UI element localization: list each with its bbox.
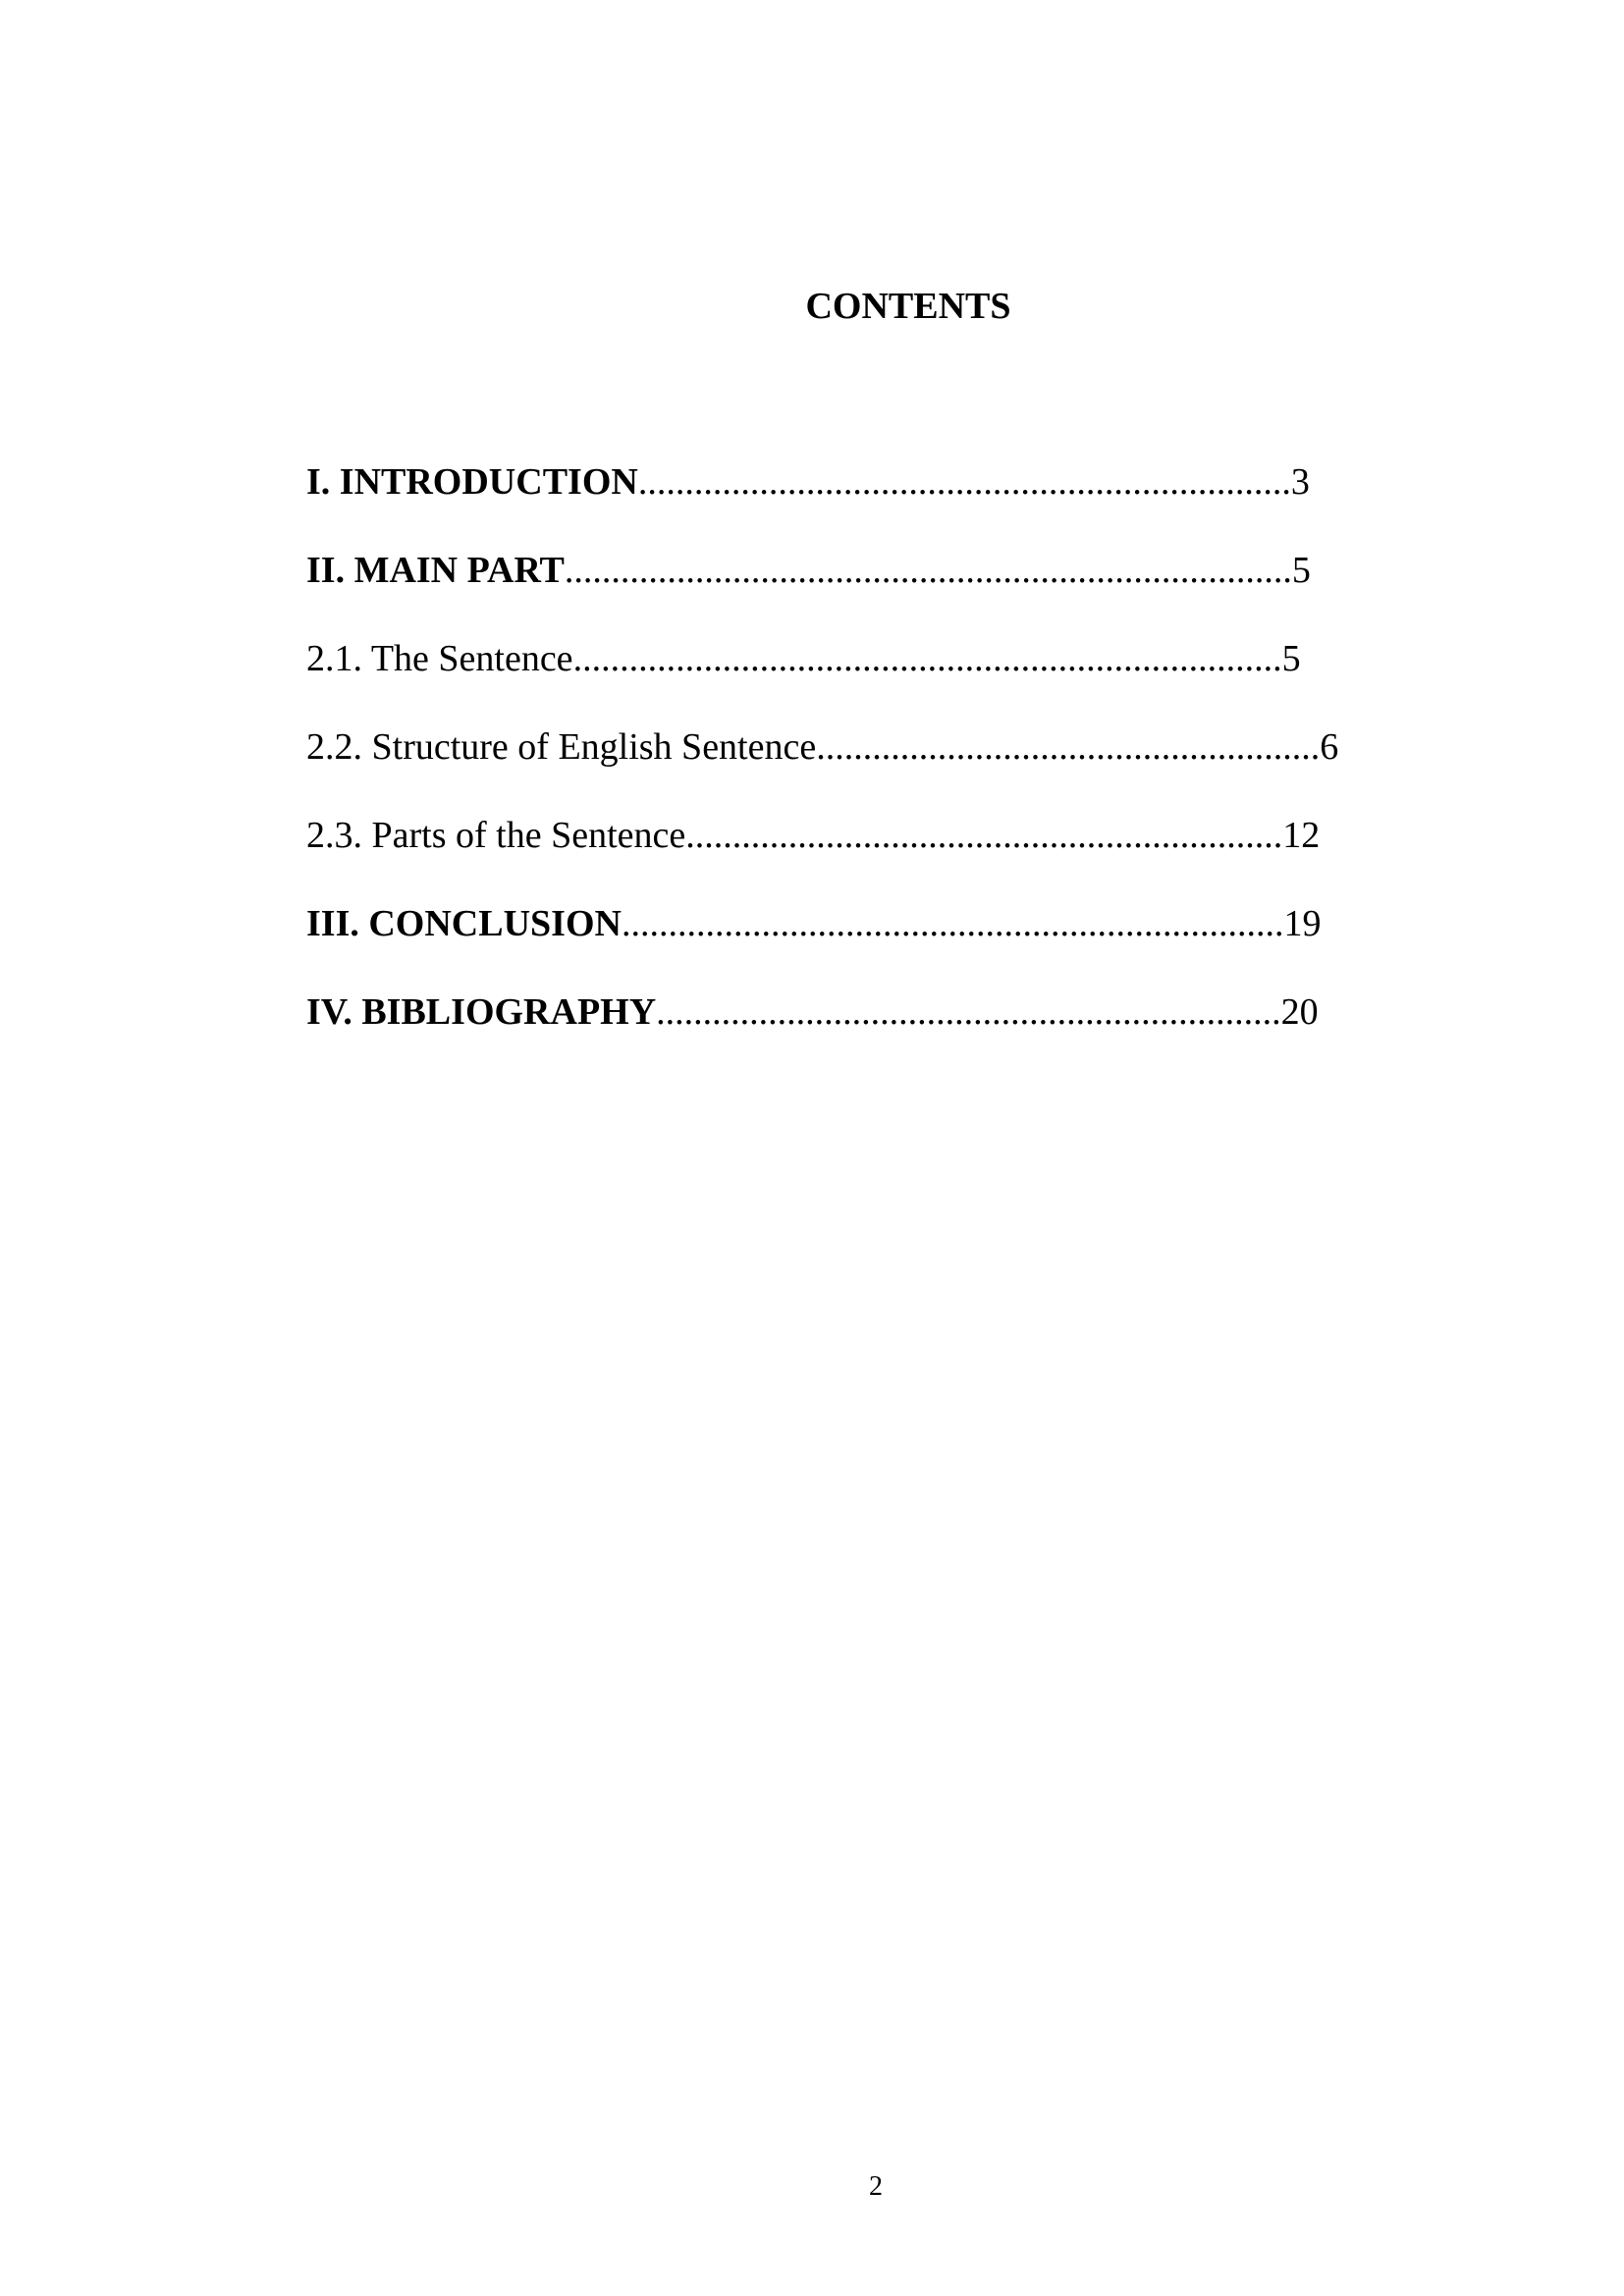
toc-entry-leader: ............................................................................ — [572, 638, 1282, 679]
page-number: 2 — [869, 2171, 883, 2202]
table-of-contents — [306, 454, 1375, 1072]
toc-entry-page: 3 — [1290, 461, 1310, 503]
toc-entry-parts — [306, 807, 1375, 895]
toc-entry-label: 2.2. Structure of English Sentence — [306, 726, 817, 768]
toc-entry-structure — [306, 719, 1375, 807]
toc-entry-main-part — [306, 542, 1375, 630]
toc-entry-page: 19 — [1283, 903, 1322, 944]
toc-entry-label: IV. BIBLIOGRAPHY — [306, 991, 657, 1033]
toc-entry-page: 12 — [1282, 815, 1321, 856]
toc-entry-leader: ....................................................................... — [621, 903, 1284, 944]
toc-entry-leader: ...................................................... — [816, 726, 1321, 768]
toc-entry-leader: ................................................................... — [656, 991, 1281, 1033]
toc-entry-page: 5 — [1291, 550, 1311, 591]
toc-entry-leader: ................................................................ — [685, 815, 1283, 856]
toc-entry-the-sentence — [306, 630, 1375, 719]
toc-entry-leader: ...................................................................... — [637, 461, 1291, 503]
toc-entry-bibliography — [306, 984, 1375, 1072]
toc-entry-introduction — [306, 454, 1375, 542]
toc-entry-page: 20 — [1280, 991, 1319, 1033]
toc-entry-label: 2.3. Parts of the Sentence — [306, 815, 686, 856]
toc-entry-label: III. CONCLUSION — [306, 903, 622, 944]
page-title: CONTENTS — [805, 286, 1011, 327]
toc-entry-label: I. INTRODUCTION — [306, 461, 638, 503]
toc-entry-page: 5 — [1281, 638, 1301, 679]
toc-entry-conclusion — [306, 895, 1375, 984]
toc-entry-label: 2.1. The Sentence — [306, 638, 573, 679]
toc-entry-label: II. MAIN PART — [306, 550, 565, 591]
toc-entry-leader: .............................................................................. — [564, 550, 1292, 591]
toc-entry-page: 6 — [1320, 726, 1339, 768]
